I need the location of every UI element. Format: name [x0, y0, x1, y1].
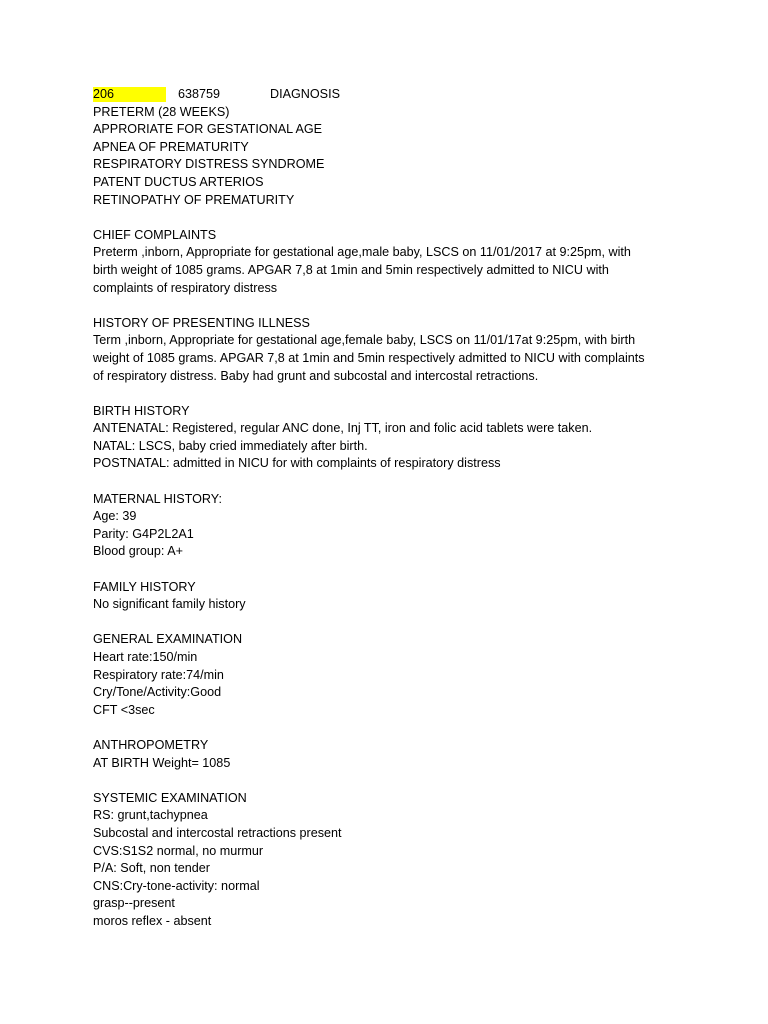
- section-heading: BIRTH HISTORY: [93, 403, 190, 418]
- diagnosis-list: [93, 104, 693, 210]
- section-heading: ANTHROPOMETRY: [93, 737, 209, 752]
- section-line: Term ,inborn, Appropriate for gestational age,female baby, LSCS on 11/01/17at 9:25pm, with birth: [93, 333, 636, 348]
- section-heading: HISTORY OF PRESENTING ILLNESS: [93, 315, 310, 330]
- diagnosis-item: PATENT DUCTUS ARTERIOS: [93, 174, 264, 189]
- section-line: P/A: Soft, non tender: [93, 861, 210, 876]
- section-heading: MATERNAL HISTORY:: [93, 491, 222, 506]
- section-line: CFT <3sec: [93, 702, 155, 717]
- spacer: [93, 297, 693, 315]
- spacer: [93, 561, 693, 579]
- spacer: [93, 719, 693, 737]
- section-line: Blood group: A+: [93, 544, 183, 559]
- maternal-history-section: [93, 491, 693, 561]
- section-line: of respiratory distress. Baby had grunt and subcostal and intercostal retractions.: [93, 368, 539, 383]
- section-line: Respiratory rate:74/min: [93, 667, 224, 682]
- section-line: Cry/Tone/Activity:Good: [93, 685, 222, 700]
- diagnosis-item: APPRORIATE FOR GESTATIONAL AGE: [93, 122, 323, 137]
- section-line: Parity: G4P2L2A1: [93, 526, 194, 541]
- birth-history-section: [93, 403, 693, 473]
- spacer: [93, 209, 693, 227]
- history-presenting-illness-section: [93, 315, 693, 385]
- section-line: AT BIRTH Weight= 1085: [93, 755, 231, 770]
- section-heading: GENERAL EXAMINATION: [93, 632, 243, 647]
- section-line: grasp--present: [93, 896, 175, 911]
- section-heading: SYSTEMIC EXAMINATION: [93, 790, 247, 805]
- patient-id: 206: [93, 87, 115, 101]
- section-line: POSTNATAL: admitted in NICU for with complaints of respiratory distress: [93, 456, 501, 471]
- section-heading: CHIEF COMPLAINTS: [93, 227, 217, 242]
- general-examination-section: [93, 631, 693, 719]
- section-line: weight of 1085 grams. APGAR 7,8 at 1min and 5min respectively admitted to NICU with complaints: [93, 350, 645, 365]
- section-line: ANTENATAL: Registered, regular ANC done, Inj TT, iron and folic acid tablets were taken.: [93, 421, 593, 436]
- family-history-section: [93, 579, 693, 614]
- diagnosis-item: RETINOPATHY OF PREMATURITY: [93, 192, 295, 207]
- section-line: CNS:Cry-tone-activity: normal: [93, 878, 260, 893]
- section-line: NATAL: LSCS, baby cried immediately after birth.: [93, 438, 368, 453]
- diagnosis-label: DIAGNOSIS: [270, 87, 340, 101]
- section-line: No significant family history: [93, 597, 246, 612]
- section-line: Subcostal and intercostal retractions present: [93, 825, 342, 840]
- section-line: Age: 39: [93, 509, 137, 524]
- section-line: birth weight of 1085 grams. APGAR 7,8 at 1min and 5min respectively admitted to NICU with: [93, 262, 609, 277]
- diagnosis-item: RESPIRATORY DISTRESS SYNDROME: [93, 157, 325, 172]
- section-line: CVS:S1S2 normal, no murmur: [93, 843, 264, 858]
- spacer: [93, 385, 693, 403]
- record-number: 638759: [178, 87, 221, 101]
- patient-id-highlight: [93, 87, 166, 102]
- diagnosis-item: APNEA OF PREMATURITY: [93, 139, 249, 154]
- diagnosis-item: PRETERM (28 WEEKS): [93, 104, 230, 119]
- document-content: [93, 86, 693, 931]
- chief-complaints-section: [93, 227, 693, 297]
- spacer: [93, 614, 693, 632]
- spacer: [93, 473, 693, 491]
- section-line: Heart rate:150/min: [93, 650, 198, 664]
- section-line: complaints of respiratory distress: [93, 280, 278, 295]
- header-line: [93, 86, 693, 104]
- section-line: moros reflex - absent: [93, 913, 212, 928]
- spacer: [93, 772, 693, 790]
- section-line: Preterm ,inborn, Appropriate for gestational age,male baby, LSCS on 11/01/2017 at 9:25pm, with: [93, 245, 631, 260]
- systemic-examination-section: [93, 790, 693, 931]
- section-line: RS: grunt,tachypnea: [93, 808, 208, 823]
- section-heading: FAMILY HISTORY: [93, 579, 196, 594]
- anthropometry-section: [93, 737, 693, 772]
